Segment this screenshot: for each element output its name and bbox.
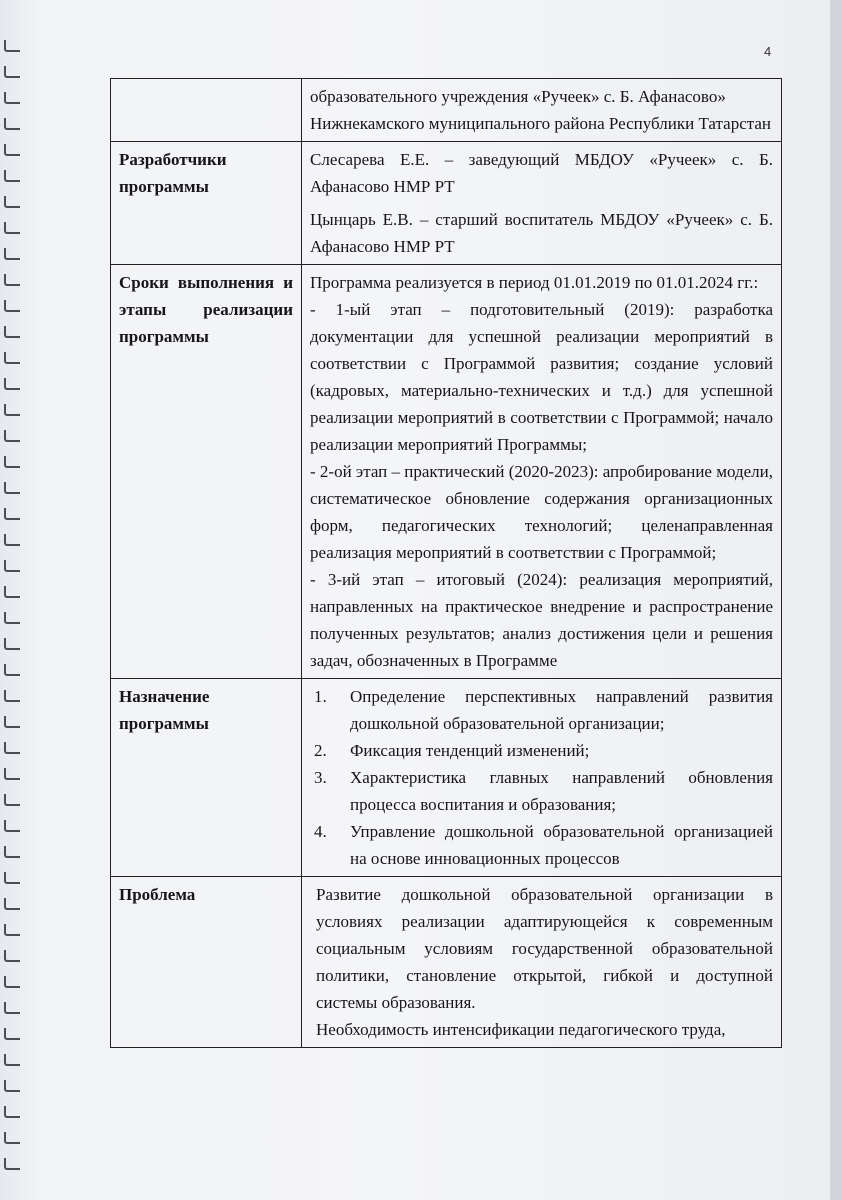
binding-ring [4, 40, 20, 52]
stage-item: - 1-ый этап – подготовительный (2019): разработка документации для успешной реализации мероприятий в соответствии с Программой развития; создание условий (кадровых, материально-технических и т.д.) для успешной реализации мероприятий в соответствии с Программой; начало реализации мероприятий Программы; [310, 300, 773, 454]
binding-ring [4, 1054, 20, 1066]
list-item [310, 683, 773, 737]
purpose-cell [302, 679, 782, 877]
table-row-continuation [111, 79, 782, 142]
table-row-developers [111, 142, 782, 265]
binding-ring [4, 274, 20, 286]
developers-label: Разработчики программы [111, 142, 302, 265]
page-edge [830, 0, 842, 1200]
binding-ring [4, 794, 20, 806]
purpose-list [310, 683, 773, 872]
developer-item: Цынцарь Е.В. – старший воспитатель МБДОУ «Ручеек» с. Б. Афанасово НМР РТ [310, 210, 773, 256]
binding-ring [4, 898, 20, 910]
binding-ring [4, 586, 20, 598]
empty-label-cell [111, 79, 302, 142]
problem-paragraph: Необходимость интенсификации педагогического труда, [316, 1020, 726, 1039]
problem-cell [302, 877, 782, 1048]
list-item-text: Управление дошкольной образовательной организацией на основе инновационных процессов [350, 822, 773, 868]
list-item-number: 1. [314, 687, 327, 706]
binding-ring [4, 534, 20, 546]
page-number: 4 [764, 44, 772, 59]
list-item-number: 2. [314, 741, 327, 760]
binding-ring [4, 456, 20, 468]
list-item-text: Определение перспективных направлений развития дошкольной образовательной организации; [350, 687, 773, 733]
terms-intro: Программа реализуется в период 01.01.2019 по 01.01.2024 гг.: [310, 273, 759, 292]
binding-ring [4, 560, 20, 572]
program-passport-table [110, 78, 782, 1048]
binding-ring [4, 820, 20, 832]
stage-item: - 3-ий этап – итоговый (2024): реализация мероприятий, направленных на практическое внедрение и распространение полученных результатов; анализ достижения цели и решения задач, обозначенных в Программе [310, 570, 773, 670]
binding-ring [4, 482, 20, 494]
binding-ring [4, 742, 20, 754]
binding-ring [4, 1106, 20, 1118]
binding-ring [4, 66, 20, 78]
binding-ring [4, 1028, 20, 1040]
binding-ring [4, 976, 20, 988]
list-item [310, 737, 773, 764]
binding-ring [4, 612, 20, 624]
binding-ring [4, 196, 20, 208]
binding-ring [4, 170, 20, 182]
binding-ring [4, 222, 20, 234]
problem-paragraph: Развитие дошкольной образовательной организации в условиях реализации адаптирующейся к современным социальным условиям государственной образовательной политики, становление открытой, гибкой и доступной системы образования. [316, 885, 773, 1012]
list-item-number: 3. [314, 768, 327, 787]
binding-ring [4, 300, 20, 312]
list-item-text: Фиксация тенденций изменений; [350, 741, 590, 760]
binding-ring [4, 430, 20, 442]
spiral-binding [0, 0, 28, 1200]
binding-ring [4, 352, 20, 364]
binding-ring [4, 690, 20, 702]
purpose-label: Назначение программы [111, 679, 302, 877]
terms-label: Сроки выполнения и этапы реализации программы [111, 265, 302, 679]
binding-ring [4, 508, 20, 520]
binding-ring [4, 378, 20, 390]
list-item [310, 818, 773, 872]
continuation-line: образовательного учреждения «Ручеек» с. Б. Афанасово» [310, 87, 726, 106]
binding-ring [4, 1080, 20, 1092]
continuation-cell [302, 79, 782, 142]
binding-ring [4, 950, 20, 962]
table-row-problem [111, 877, 782, 1048]
binding-ring [4, 846, 20, 858]
stage-item: - 2-ой этап – практический (2020-2023): апробирование модели, систематическое обновление содержания организационных форм, педагогических технологий; целенаправленная реализация мероприятий в соответствии с Программой; [310, 462, 774, 562]
problem-label: Проблема [111, 877, 302, 1048]
list-item [310, 764, 773, 818]
binding-ring [4, 872, 20, 884]
table-row-purpose [111, 679, 782, 877]
binding-ring [4, 1132, 20, 1144]
binding-ring [4, 404, 20, 416]
binding-ring [4, 638, 20, 650]
binding-ring [4, 248, 20, 260]
binding-ring [4, 1002, 20, 1014]
continuation-line: Нижнекамского муниципального района Республики Татарстан [310, 114, 772, 133]
binding-ring [4, 144, 20, 156]
list-item-number: 4. [314, 822, 327, 841]
binding-ring [4, 92, 20, 104]
binding-ring [4, 118, 20, 130]
binding-ring [4, 664, 20, 676]
binding-ring [4, 716, 20, 728]
terms-cell [302, 265, 782, 679]
binding-ring [4, 924, 20, 936]
table-row-terms [111, 265, 782, 679]
binding-ring [4, 768, 20, 780]
developers-cell [302, 142, 782, 265]
developer-item: Слесарева Е.Е. – заведующий МБДОУ «Ручеек» с. Б. Афанасово НМР РТ [310, 150, 773, 196]
binding-ring [4, 326, 20, 338]
list-item-text: Характеристика главных направлений обновления процесса воспитания и образования; [350, 768, 773, 814]
binding-ring [4, 1158, 20, 1170]
